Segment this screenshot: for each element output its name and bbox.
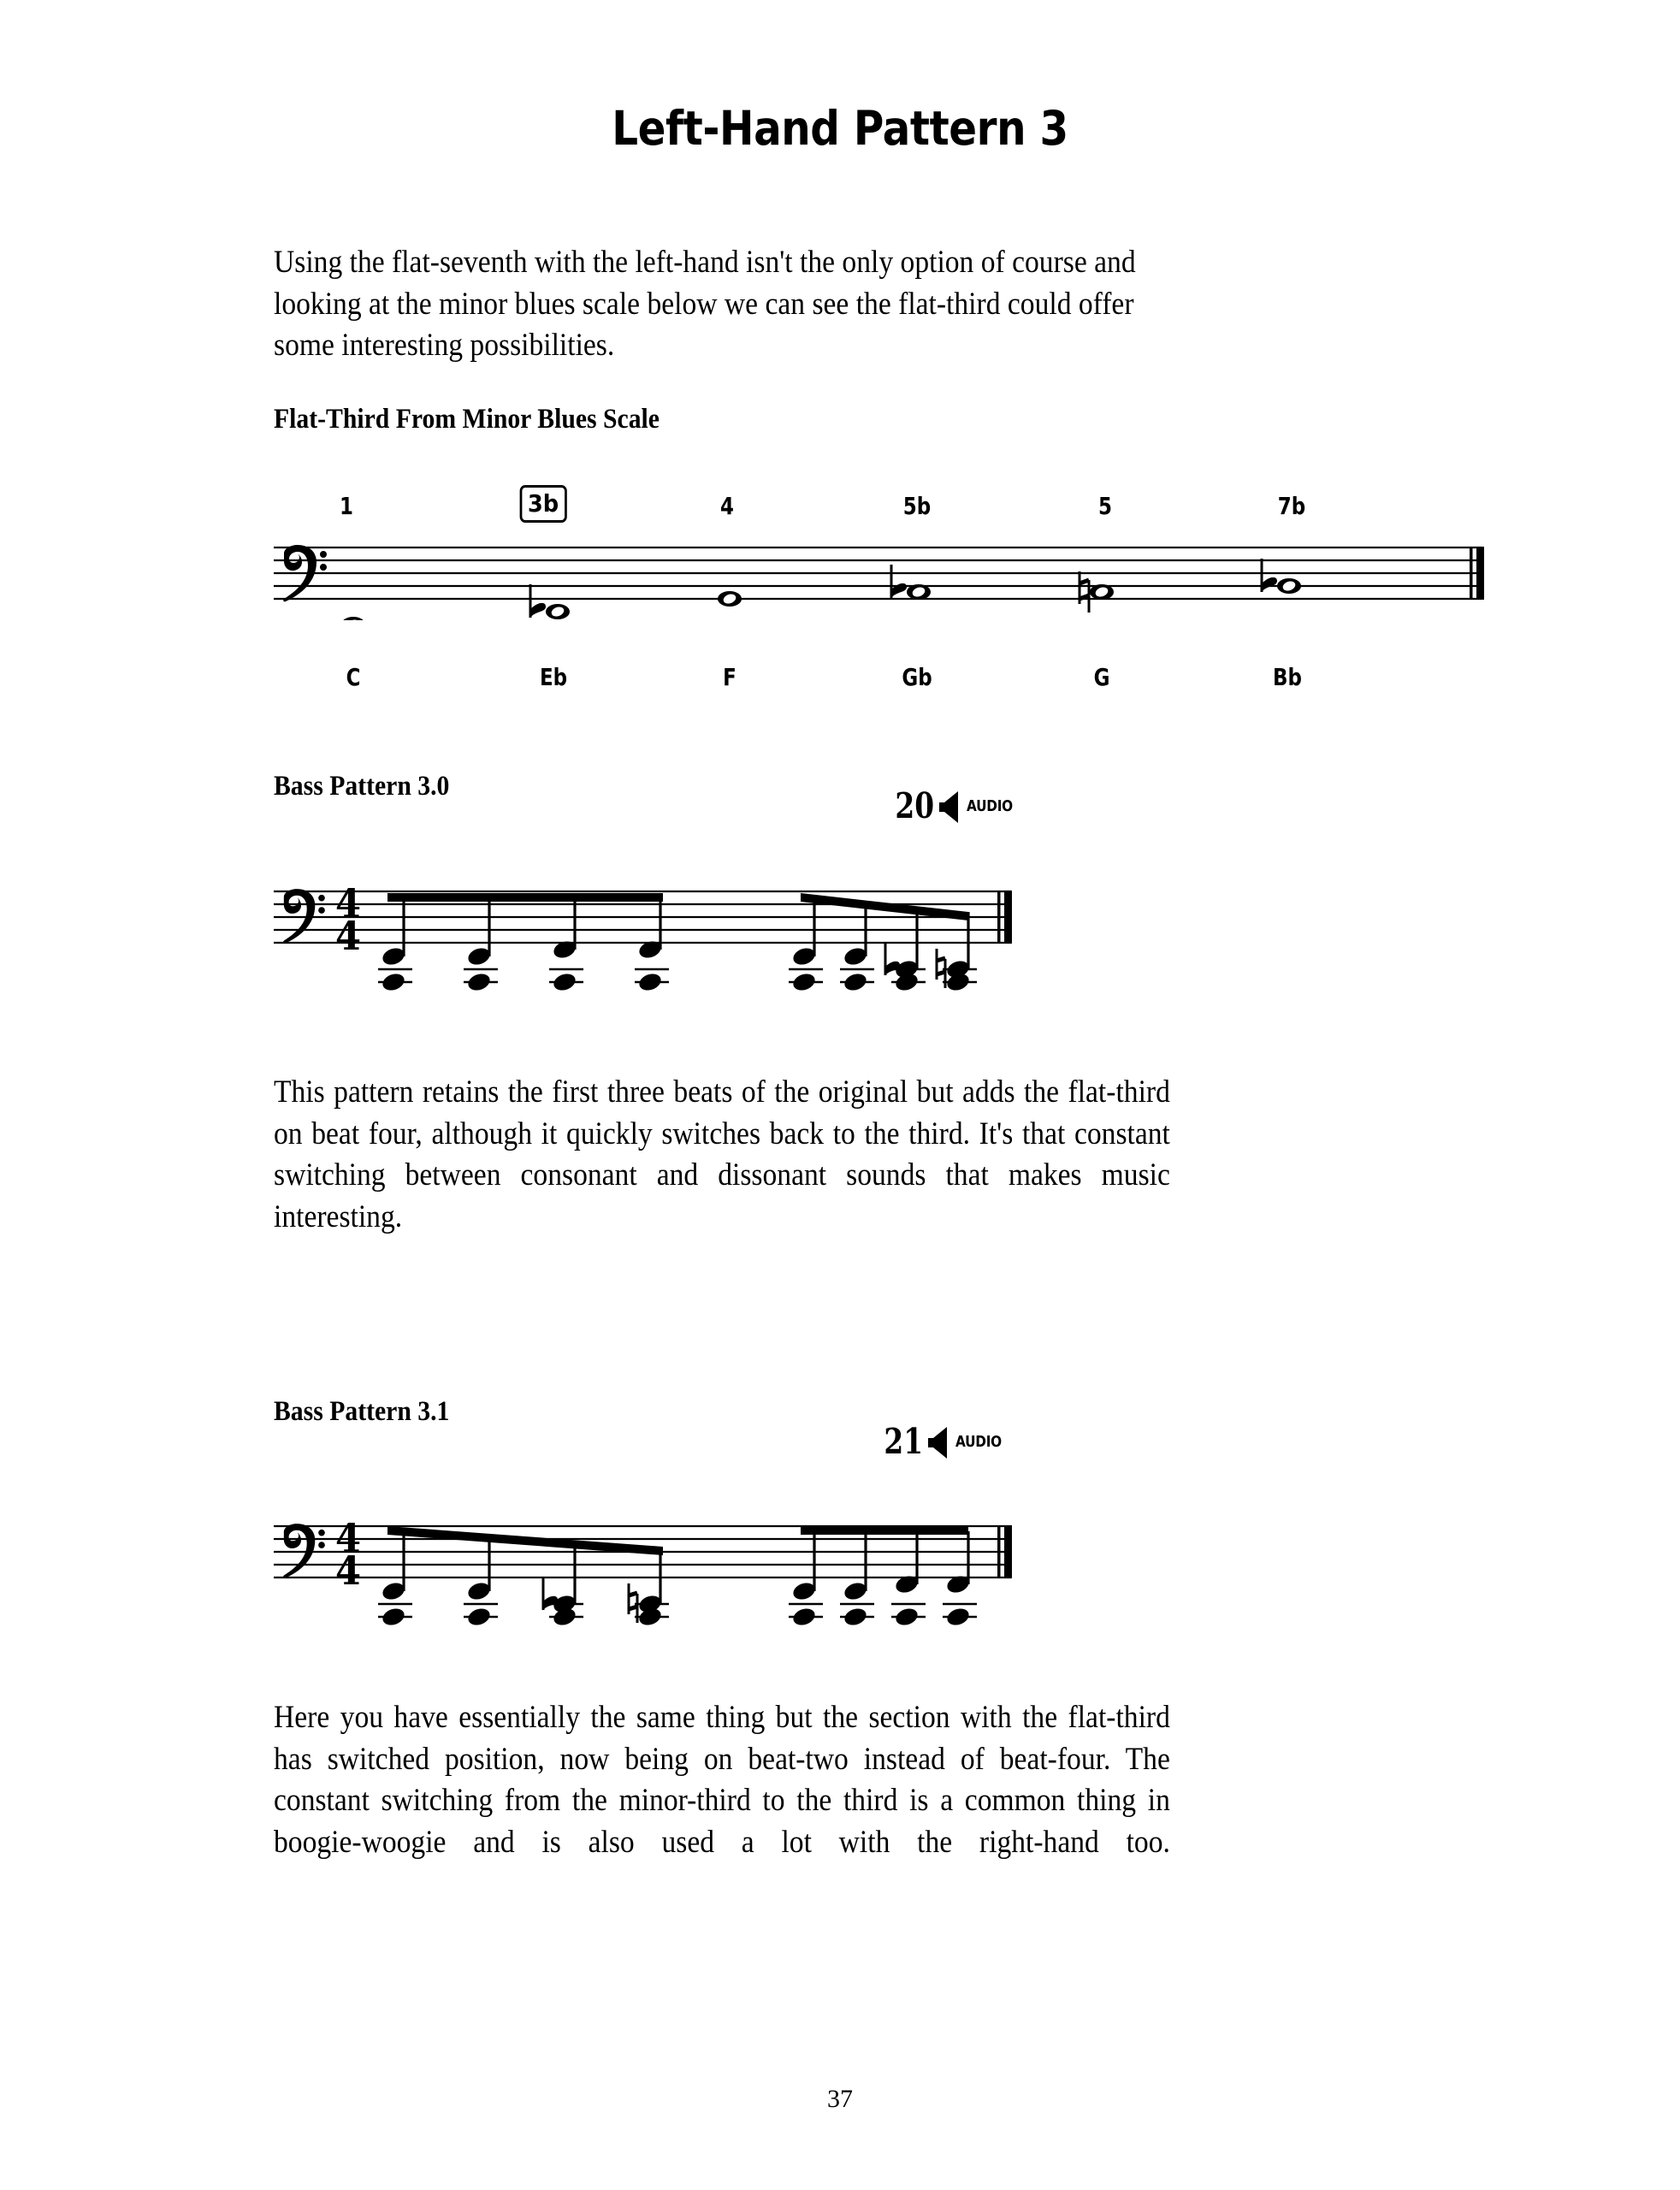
pattern-31-heading: Bass Pattern 3.1 [274, 1396, 450, 1427]
pattern-30-beat-7 [885, 907, 926, 993]
pattern-30-beat-8 [937, 912, 977, 993]
pattern-31-beat-1 [378, 1530, 412, 1628]
pattern-31-beat-7 [891, 1531, 926, 1628]
pattern-31-notation [274, 1507, 1026, 1644]
pattern-30-beat-1 [378, 898, 412, 993]
pattern-31-beat-3 [543, 1542, 583, 1628]
audio-number: 21 [884, 1421, 924, 1462]
scale-note-F [718, 591, 742, 607]
scale-note-Eb [530, 584, 570, 619]
natural-accidental-icon [1080, 571, 1089, 613]
pattern-31-beat-5 [789, 1531, 823, 1628]
scale-degree-5b: 5b [902, 492, 932, 520]
scale-note-name-G: G [1093, 663, 1110, 691]
pattern-30-beat-5 [789, 897, 823, 993]
pattern-30-heading-block [274, 771, 1170, 802]
pattern-30-beat-4 [635, 898, 669, 993]
pattern-30-heading: Bass Pattern 3.0 [274, 771, 450, 802]
page-number: 37 [827, 2085, 853, 2113]
beam-group-2 [801, 1526, 968, 1535]
paragraph-after-30-block [274, 1071, 1170, 1279]
scale-note-Gb [891, 565, 931, 600]
scale-section-heading: Flat-Third From Minor Blues Scale [274, 404, 660, 435]
scale-note-name-Bb: Bb [1273, 663, 1302, 691]
beam-group-1 [387, 893, 663, 902]
paragraph-after-31-block [274, 1696, 1170, 1904]
scale-note-G [1080, 571, 1114, 613]
intro-paragraph-block [274, 241, 1170, 366]
paragraph-after-30: This pattern retains the first three beats of the original but adds the flat-third on beat four, although it quickly switches back to the third. It's that constant switching between consonant and dissonant sounds that makes music interesting. [274, 1074, 1170, 1234]
scale-note-name-Gb: Gb [902, 663, 932, 691]
pattern-31-beat-8 [943, 1531, 977, 1628]
svg-text:4: 4 [335, 880, 361, 926]
svg-text:4: 4 [335, 1515, 361, 1561]
time-signature-4-4 [335, 880, 361, 959]
speaker-icon [936, 790, 965, 824]
scale-degree-1: 1 [340, 492, 353, 520]
audio-label: AUDIO [955, 1433, 1002, 1451]
minor-blues-scale-notation [274, 489, 1488, 691]
pattern-31-heading-block [274, 1396, 1170, 1428]
pattern-30-beat-2 [464, 898, 498, 993]
scale-degree-7b: 7b [1277, 492, 1306, 520]
pattern-30-beat-3 [549, 898, 583, 993]
pattern-30-notation [274, 873, 1026, 1009]
pattern-31-beat-4 [629, 1547, 669, 1628]
flat-accidental-icon [1262, 559, 1277, 592]
scale-degree-4: 4 [720, 492, 734, 520]
pattern-31-beat-2 [464, 1536, 498, 1628]
time-signature-4-4 [335, 1515, 361, 1594]
scale-note-Bb [1262, 559, 1301, 594]
page-title: Left-Hand Pattern 3 [612, 101, 1068, 156]
pattern-31-staff-svg [274, 1507, 1026, 1644]
scale-degree-5: 5 [1098, 492, 1112, 520]
paragraph-after-31: Here you have essentially the same thing but the section with the flat-third has switched position, now being on beat-two instead of beat-four. The constant switching from the minor-third to the third is a common thing in boogie-woogie and is also used a lot with the right-hand too. [274, 1699, 1170, 1859]
scale-heading-block [274, 404, 1170, 435]
scale-staff-svg [274, 492, 1488, 620]
pattern-30-beat-6 [840, 902, 874, 993]
flat-accidental-icon [891, 565, 907, 598]
scale-note-name-C: C [346, 663, 361, 691]
svg-text:4: 4 [335, 913, 361, 959]
audio-badge-21[interactable] [874, 1421, 1010, 1462]
scale-note-name-F: F [723, 663, 736, 691]
scale-note-C [332, 617, 375, 620]
intro-paragraph: Using the flat-seventh with the left-hand isn't the only option of course and looking at the minor blues scale below we can see the flat-third could offer some interesting possibilities. [274, 244, 1136, 362]
scale-degree-3b-boxed: 3b [520, 485, 567, 523]
flat-accidental-icon [530, 584, 546, 618]
audio-badge-20[interactable] [885, 785, 1021, 826]
speaker-icon [925, 1425, 954, 1459]
pattern-31-beat-6 [840, 1531, 874, 1628]
audio-number: 20 [895, 785, 935, 826]
audio-label: AUDIO [967, 797, 1013, 815]
pattern-30-staff-svg [274, 873, 1026, 1009]
svg-text:4: 4 [335, 1548, 361, 1594]
scale-note-name-Eb: Eb [539, 663, 568, 691]
